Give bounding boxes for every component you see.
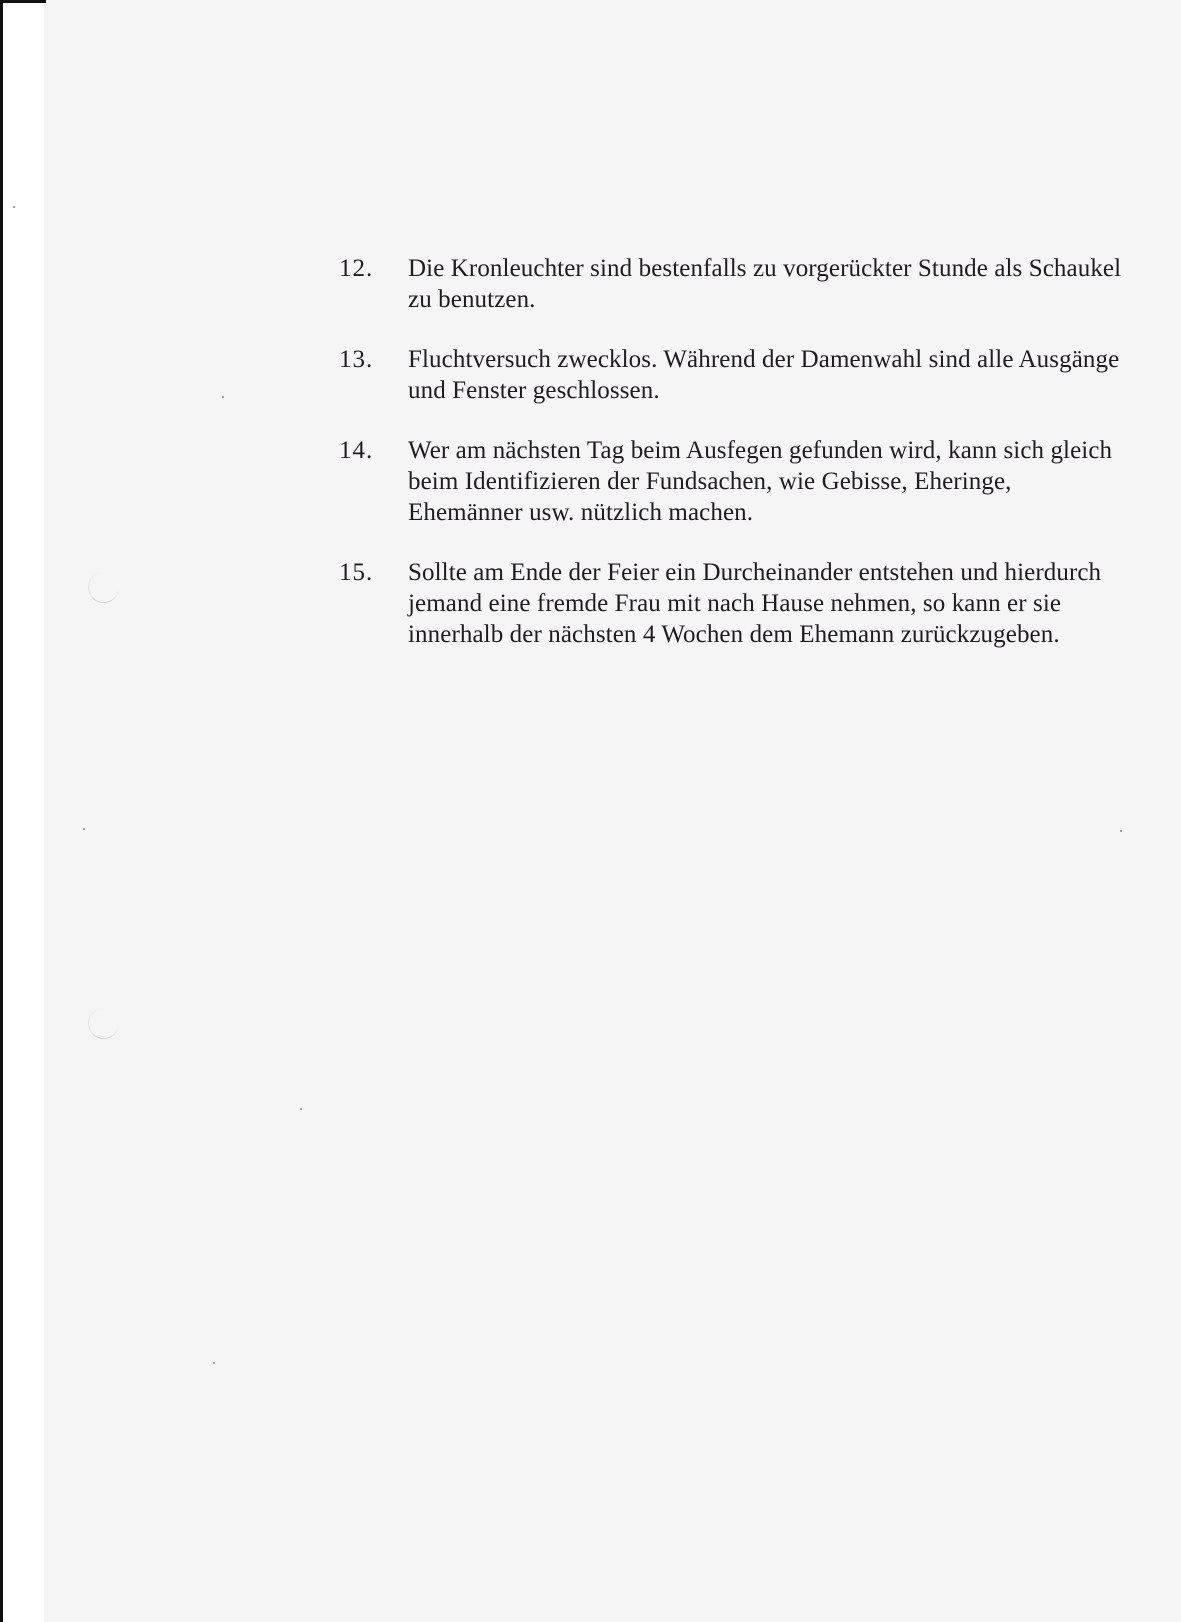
scan-speck <box>1120 830 1122 832</box>
rules-list <box>339 253 1129 679</box>
rule-item-12 <box>339 253 1129 315</box>
rule-text: Sollte am Ende der Feier ein Durcheinander entstehen und hierdurch jemand eine fremde Frau mit nach Hause nehmen, so kann er sie innerhalb der nächsten 4 Wochen dem Ehemann zurückzugeben. <box>408 559 1102 648</box>
punch-hole-lower <box>88 1008 119 1039</box>
scan-edge-line <box>0 0 3 1622</box>
rule-text: Wer am nächsten Tag beim Ausfegen gefunden wird, kann sich gleich beim Identifizieren der Fundsachen, wie Gebisse, Eheringe, Ehemänner usw. nützlich machen. <box>408 437 1113 526</box>
punch-hole-upper <box>88 572 119 603</box>
rule-text: Fluchtversuch zwecklos. Während der Damenwahl sind alle Ausgänge und Fenster geschlossen. <box>408 346 1120 404</box>
scan-edge-top <box>0 0 46 3</box>
rule-item-15 <box>339 557 1129 650</box>
rule-number: 14. <box>339 437 374 464</box>
rule-item-13 <box>339 344 1129 406</box>
scan-edge <box>0 0 44 1622</box>
rule-item-14 <box>339 435 1129 528</box>
rule-number: 13. <box>339 346 374 373</box>
scan-speck <box>13 206 15 208</box>
scan-speck <box>222 396 224 398</box>
rule-text: Die Kronleuchter sind bestenfalls zu vorgerückter Stunde als Schaukel zu benutzen. <box>408 255 1122 313</box>
rule-number: 15. <box>339 559 374 586</box>
scan-speck <box>300 1108 302 1110</box>
rule-number: 12. <box>339 255 374 282</box>
scan-speck <box>83 828 85 830</box>
scan-speck <box>213 1362 215 1364</box>
